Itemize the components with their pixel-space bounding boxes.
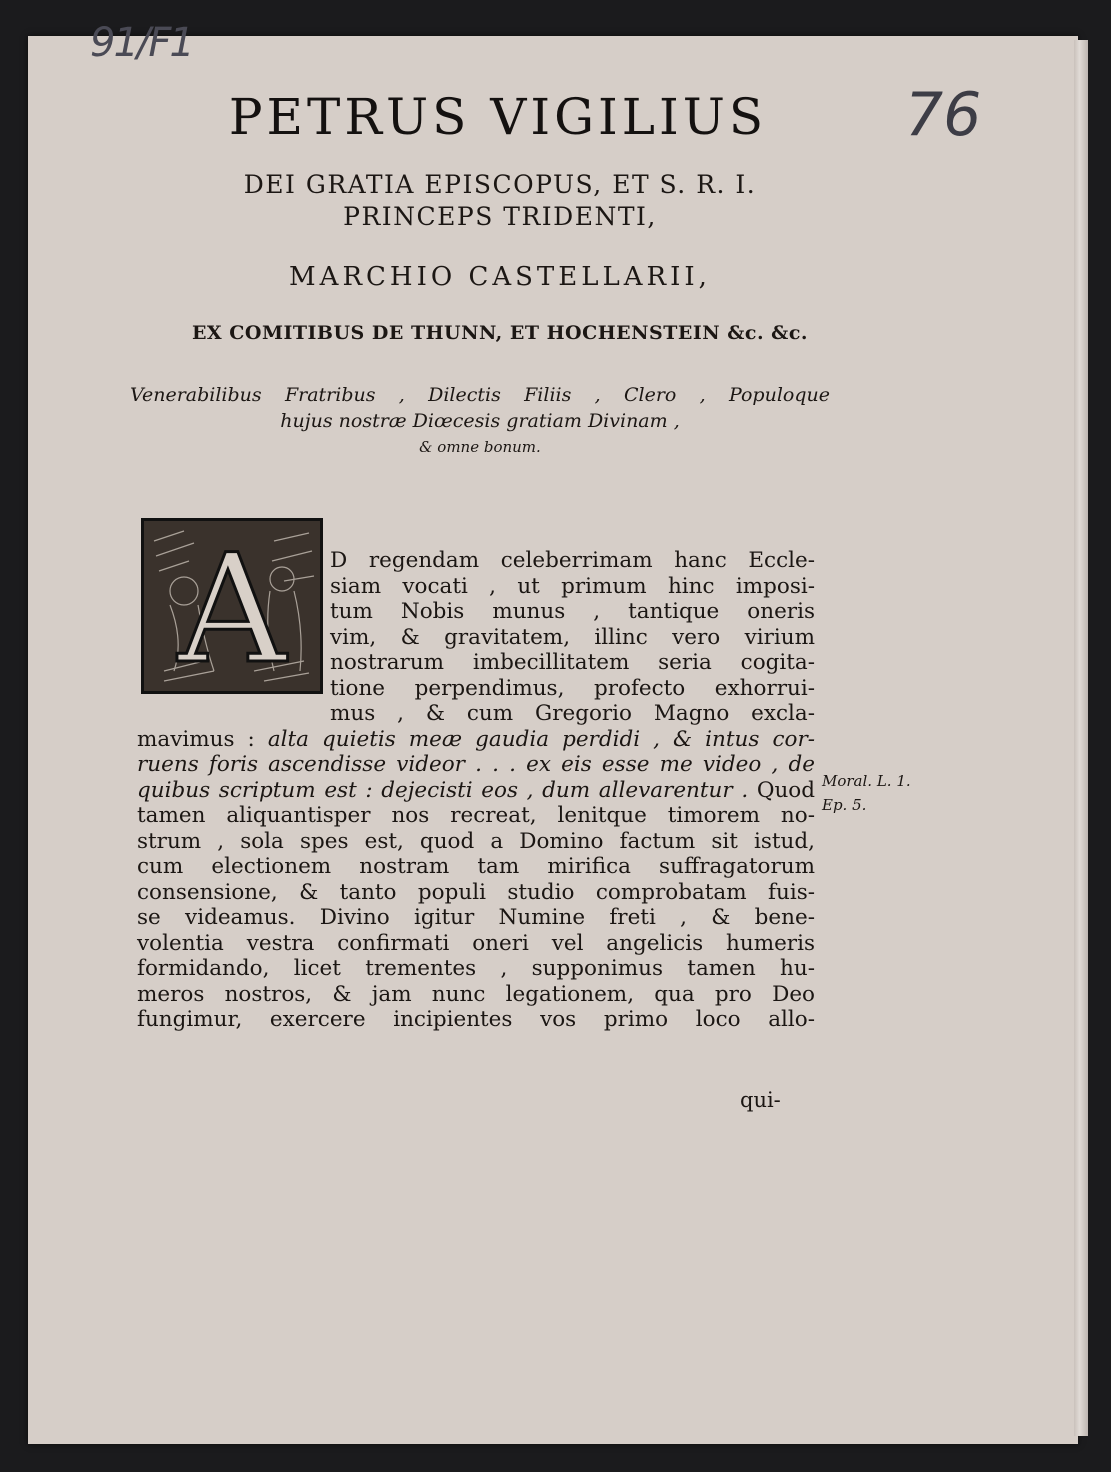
decorated-initial-woodcut [141, 518, 323, 694]
body-text-italic-quotation: quibus scriptum est : dejecisti eos , dum allevarentur . [137, 777, 757, 803]
address-line-2: hujus nostræ Diœcesis gratiam Divinam , [280, 410, 680, 432]
body-line: D regendam celeberrimam hanc Eccle- [330, 548, 815, 573]
body-line: mus , & cum Gregorio Magno excla- [330, 701, 815, 726]
heading-line-1: DEI GRATIA EPISCOPUS, ET S. R. I. [243, 170, 757, 199]
body-text-italic-quotation: ruens foris ascendisse videor . . . ex eis esse me video , de [137, 752, 815, 777]
margin-note-1: Moral. L. 1. [822, 772, 911, 790]
body-text-roman: se videamus. Divino igitur Numine freti , & bene- [137, 905, 815, 930]
body-line [137, 778, 815, 803]
body-text-roman: tamen aliquantisper nos recreat, lenitque timorem no- [137, 803, 815, 828]
body-line: siam vocati , ut primum hinc imposi- [330, 573, 815, 599]
body-line [137, 956, 815, 981]
handwritten-folio-number: 76 [905, 80, 982, 150]
address-line-1: Venerabilibus Fratribus , Dilectis Filiis , Clero , Populoque [130, 384, 830, 406]
heading-line-2: PRINCEPS TRIDENTI, [343, 202, 657, 231]
body-line [137, 931, 815, 956]
woodcut-illustration [144, 521, 320, 691]
body-text-roman: formidando, licet trementes , supponimus tamen hu- [137, 956, 815, 981]
body-text-roman: strum , sola spes est, quod a Domino factum sit istud, [137, 828, 815, 854]
body-line: tione perpendimus, profecto exhorrui- [330, 675, 815, 701]
body-text-roman: mavimus : [137, 726, 268, 752]
catchword: qui- [740, 1088, 781, 1112]
body-text-roman: fungimur, exercere incipientes vos primo loco allo- [137, 1007, 815, 1032]
page-stack-edge [1074, 40, 1088, 1436]
body-line [137, 854, 815, 879]
body-text-italic-quotation: alta quietis meæ gaudia perdidi , & intus cor- [267, 726, 815, 752]
body-text-roman: Quod [756, 777, 815, 803]
handwritten-shelfmark: 91/F1 [90, 20, 193, 66]
initial-letter: A [177, 523, 287, 691]
body-line [137, 880, 815, 905]
body-line [137, 1007, 815, 1032]
body-line [137, 982, 815, 1007]
body-text-roman: volentia vestra confirmati oneri vel angelicis humeris [137, 930, 815, 956]
address-line-3: & omne bonum. [419, 438, 541, 456]
heading-line-4: EX COMITIBUS DE THUNN, ET HOCHENSTEIN &c. &c. [191, 322, 809, 344]
document-title: PETRUS VIGILIUS [228, 88, 768, 146]
body-line [137, 803, 815, 828]
body-line: vim, & gravitatem, illinc vero virium [330, 624, 815, 650]
body-line: tum Nobis munus , tantique oneris [330, 599, 815, 624]
body-text-roman: cum electionem nostram tam mirifica suffragatorum [137, 854, 815, 879]
body-line: nostrarum imbecillitatem seria cogita- [330, 650, 815, 675]
body-line [137, 727, 815, 752]
body-line [137, 905, 815, 930]
body-text-roman: consensione, & tanto populi studio comprobatam fuis- [137, 879, 815, 905]
body-line [137, 829, 815, 854]
margin-note-2: Ep. 5. [822, 796, 867, 814]
heading-line-3: MARCHIO CASTELLARII, [289, 262, 711, 292]
body-line [137, 752, 815, 777]
body-text-roman: meros nostros, & jam nunc legationem, qua pro Deo [137, 981, 815, 1007]
